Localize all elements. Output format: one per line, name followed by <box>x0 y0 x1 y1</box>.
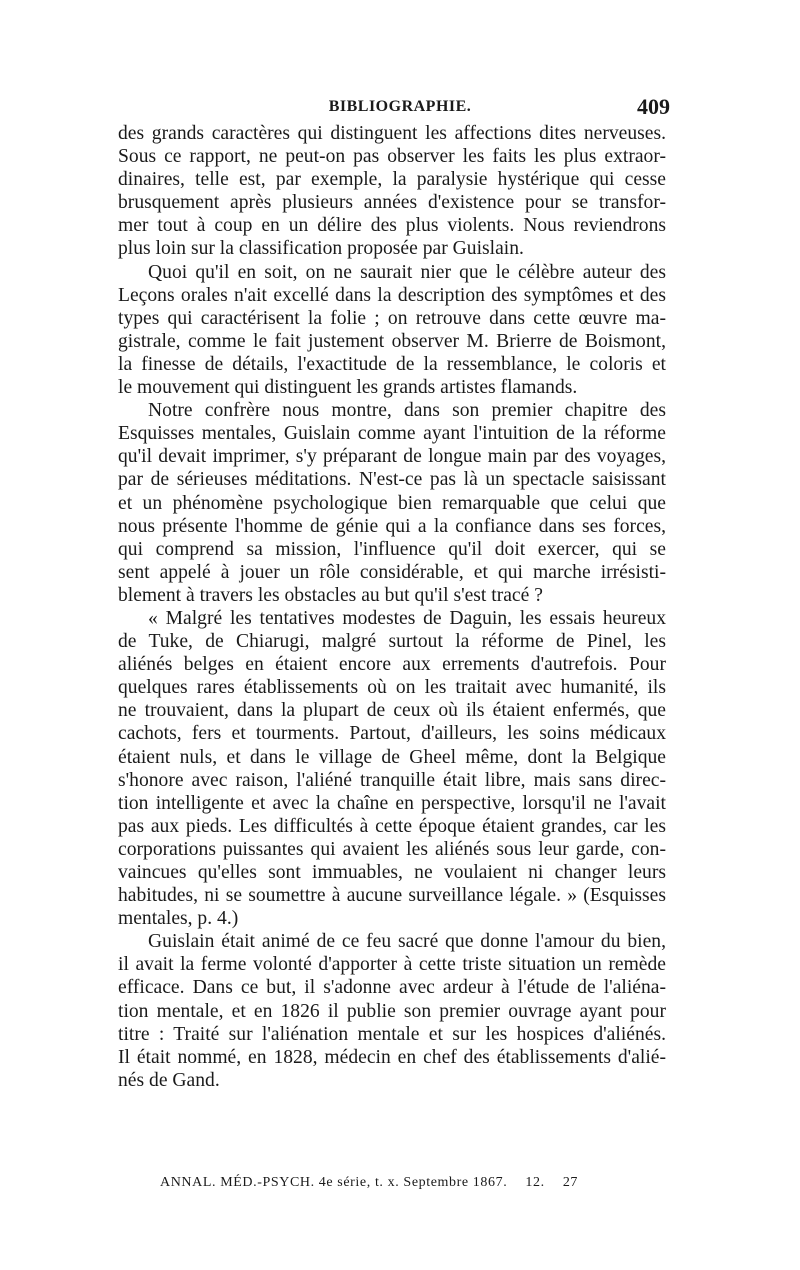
page-header <box>118 94 682 124</box>
text-line: le mouvement qui distinguent les grands artistes flamands. <box>118 377 578 399</box>
text-line: s'honore avec raison, l'aliéné tranquille était libre, mais sans direc- <box>118 769 666 791</box>
text-line: brusquement après plusieurs années d'existence pour se transfor- <box>118 192 666 214</box>
text-line: tion mentale, et en 1826 il publie son premier ouvrage ayant pour <box>118 1000 666 1022</box>
text-line: tion intelligente et avec la chaîne en perspective, lorsqu'il ne l'avait <box>118 792 666 814</box>
text-line: plus loin sur la classification proposée par Guislain. <box>118 238 524 260</box>
text-line: il avait la ferme volonté d'apporter à cette triste situation un remède <box>118 954 666 976</box>
text-line: vaincues qu'elles sont immuables, ne voulaient ni changer leurs <box>118 862 666 883</box>
text-line: quelques rares établissements où on les traitait avec humanité, ils <box>118 677 666 699</box>
text-line: de Tuke, de Chiarugi, malgré surtout la réforme de Pinel, les <box>118 631 666 653</box>
text-line: Leçons orales n'ait excellé dans la description des symptômes et des <box>118 284 666 306</box>
text-line: Il était nommé, en 1828, médecin en chef des établissements d'alié- <box>118 1046 666 1068</box>
text-line: types qui caractérisent la folie ; on retrouve dans cette œuvre ma- <box>118 307 666 329</box>
text-line: Esquisses mentales, Guislain comme ayant l'intuition de la réforme <box>118 423 666 445</box>
text-line: mer tout à coup en un délire des plus violents. Nous reviendrons <box>118 215 666 237</box>
text-line: corporations puissantes qui avaient les aliénés sous leur garde, con- <box>118 838 666 860</box>
text-line: blement à travers les obstacles au but qu'il s'est tracé ? <box>118 584 543 606</box>
running-title: BIBLIOGRAPHIE. <box>328 98 472 115</box>
text-line: nés de Gand. <box>118 1069 220 1091</box>
text-line: nous présente l'homme de génie qui a la confiance dans ses forces, <box>118 515 666 537</box>
footer-journal-reference: ANNAL. MÉD.-PSYCH. 4e série, t. x. Septembre 1867. <box>160 1175 508 1190</box>
text-line: efficace. Dans ce but, il s'adonne avec ardeur à l'étude de l'aliéna- <box>118 977 666 999</box>
text-line: ne trouvaient, dans la plupart de ceux où ils étaient enfermés, que <box>118 700 666 722</box>
text-line: par de sérieuses méditations. N'est-ce pas là un spectacle saisissant <box>118 469 666 491</box>
page-number: 409 <box>637 94 670 119</box>
text-line: gistrale, comme le fait justement observer M. Brierre de Boismont, <box>118 330 666 352</box>
text-line: mentales, p. 4.) <box>118 908 239 930</box>
page-footer <box>160 1175 680 1191</box>
text-line: la finesse de détails, l'exactitude de la ressemblance, le coloris et <box>118 353 666 375</box>
text-line: qu'il devait imprimer, s'y préparant de longue main par des voyages, <box>118 446 666 468</box>
text-line: et un phénomène psychologique bien remarquable que celui que <box>118 492 666 514</box>
footer-signature-number: 27 <box>562 1175 579 1190</box>
text-line: Notre confrère nous montre, dans son premier chapitre des <box>148 400 666 422</box>
text-line: cachots, fers et tourments. Partout, d'ailleurs, les soins médicaux <box>118 723 666 745</box>
text-line: dinaires, telle est, par exemple, la paralysie hystérique qui cesse <box>118 169 666 191</box>
text-line: habitudes, ni se soumettre à aucune surveillance légale. » (Esquisses <box>118 885 666 907</box>
text-line: pas aux pieds. Les difficultés à cette époque étaient grandes, car les <box>118 815 666 837</box>
text-line: qui comprend sa mission, l'influence qu'il doit exercer, qui se <box>118 538 666 560</box>
body-text <box>118 122 666 1092</box>
text-line: titre : Traité sur l'aliénation mentale et sur les hospices d'aliénés. <box>118 1023 666 1045</box>
text-line: des grands caractères qui distinguent les affections dites nerveuses. <box>118 123 666 144</box>
text-line: « Malgré les tentatives modestes de Daguin, les essais heureux <box>148 607 666 629</box>
footer-sheet-number: 12. <box>525 1175 545 1190</box>
text-line: étaient nuls, et dans le village de Gheel même, dont la Belgique <box>118 746 666 768</box>
text-line: Quoi qu'il en soit, on ne saurait nier que le célèbre auteur des <box>148 261 666 283</box>
text-line: sent appelé à jouer un rôle considérable, et qui marche irrésisti- <box>118 561 666 583</box>
text-line: Sous ce rapport, ne peut-on pas observer les faits les plus extraor- <box>118 146 666 168</box>
text-line: Guislain était animé de ce feu sacré que donne l'amour du bien, <box>148 931 666 953</box>
text-line: aliénés belges en étaient encore aux errements d'autrefois. Pour <box>118 654 666 676</box>
